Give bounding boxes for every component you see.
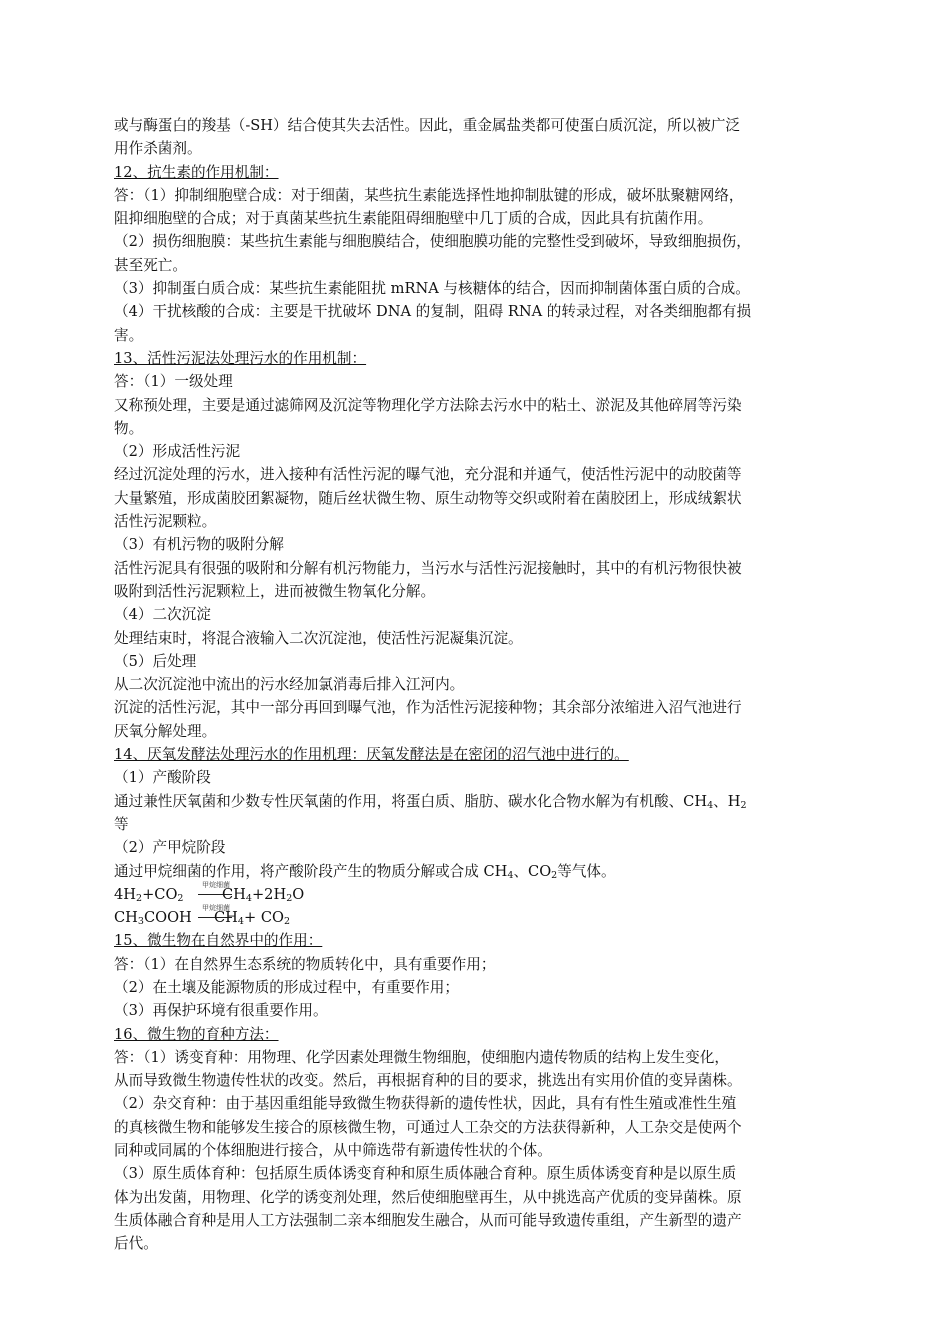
subscript: 3	[137, 916, 144, 928]
text-line: 活性污泥具有很强的吸附和分解有机污物能力，当污水与活性污泥接触时，其中的有机污物很快被	[114, 559, 742, 577]
equation-lhs	[114, 883, 183, 906]
text-line: 经过沉淀处理的污水，进入接种有活性污泥的曝气池，充分混和并通气，使活性污泥中的动胶菌等	[114, 466, 742, 484]
text-line: （2）损伤细胞膜：某些抗生素能与细胞膜结合，使细胞膜功能的完整性受到破坏，导致细胞损伤，	[114, 233, 751, 251]
subscript: 2	[551, 869, 558, 881]
subscript: 4	[237, 916, 244, 928]
subscript: 2	[283, 916, 290, 928]
section-heading-12	[114, 161, 844, 184]
text-line: 从而导致微生物遗传性状的改变。然后，再根据育种的目的要求，挑选出有实用价值的变异菌株。	[114, 1072, 742, 1090]
chemical-equation-1	[114, 880, 844, 906]
text-line	[114, 790, 844, 813]
text-line: （3）有机污物的吸附分解	[114, 536, 284, 554]
text-line: 吸附到活性污泥颗粒上，进而被微生物氧化分解。	[114, 582, 436, 600]
text-line: 大量繁殖，形成菌胶团絮凝物，随后丝状微生物、原生动物等交织或附着在菌胶团上，形成绒絮状	[114, 489, 742, 507]
text-run: CH	[214, 909, 238, 927]
text-line: 答：（1）一级处理	[114, 373, 233, 391]
text-line: （5）后处理	[114, 652, 197, 670]
text-line: 甚至死亡。	[114, 256, 187, 274]
text-line: 同种或同属的个体细胞进行接合，从中筛选带有新遗传性状的个体。	[114, 1142, 552, 1160]
text-line: 或与酶蛋白的羧基（-SH）结合使其失去活性。因此，重金属盐类都可使蛋白质沉淀，所以被广泛	[114, 117, 741, 134]
text-line: 沉淀的活性污泥，其中一部分再回到曝气池，作为活性污泥接种物；其余部分浓缩进入沼气池进行	[114, 699, 742, 717]
subscript: 2	[177, 892, 184, 904]
text-run: 等气体。	[557, 862, 616, 880]
text-run: 通过兼性厌氧菌和少数专性厌氧菌的作用，将蛋白质、脂肪、碳水化合物水解为有机酸、CH	[114, 792, 708, 810]
subscript: 2	[740, 799, 747, 811]
text-line: 答：（1）在自然界生态系统的物质转化中，具有重要作用；	[114, 955, 496, 973]
text-line: （2）形成活性污泥	[114, 443, 241, 461]
subscript: 4	[507, 869, 514, 881]
text-line: 后代。	[114, 1235, 158, 1253]
heading-text: 14、厌氧发酵法处理污水的作用机理：厌氧发酵法是在密闭的沼气池中进行的。	[114, 746, 629, 764]
text-line: （4）干扰核酸的合成：主要是干扰破坏 DNA 的复制，阻碍 RNA 的转录过程，对各类细胞都有损	[114, 303, 752, 321]
text-run: O	[292, 885, 305, 903]
subscript: 4	[245, 892, 252, 904]
reaction-condition: 甲烷细菌	[202, 880, 230, 889]
text-line: 又称预处理，主要是通过滤筛网及沉淀等物理化学方法除去污水中的粘土、淤泥及其他碎屑等污染	[114, 396, 742, 414]
text-line: 从二次沉淀池中流出的污水经加氯消毒后排入江河内。	[114, 676, 465, 694]
text-line: （2）产甲烷阶段	[114, 839, 226, 857]
text-line: （3）抑制蛋白质合成：某些抗生素能阻扰 mRNA 与核糖体的结合，因而抑制菌体蛋白质的合成。	[114, 280, 750, 298]
text-line: 活性污泥颗粒。	[114, 513, 217, 531]
text-line: （2）在土壤及能源物质的形成过程中，有重要作用；	[114, 978, 459, 996]
text-line: （1）产酸阶段	[114, 769, 211, 787]
text-run: 、CO	[513, 862, 552, 880]
text-line: 阻抑细胞壁的合成；对于真菌某些抗生素能阻碍细胞壁中几丁质的合成，因此具有抗菌作用。	[114, 210, 713, 228]
text-line: 用作杀菌剂。	[114, 140, 202, 158]
section-heading-15	[114, 929, 844, 952]
text-line: 等	[114, 815, 129, 833]
text-run: 通过甲烷细菌的作用，将产酸阶段产生的物质分解或合成 CH	[114, 862, 508, 880]
text-line: 的真核微生物和能够发生接合的原核微生物，可通过人工杂交的方法获得新种，人工杂交是使两个	[114, 1118, 742, 1136]
heading-text: 16、微生物的育种方法：	[114, 1025, 279, 1043]
section-heading-13	[114, 347, 844, 370]
document-page	[114, 114, 844, 1256]
text-line: 答：（1）抑制细胞壁合成：对于细菌，某些抗生素能选择性地抑制肽键的形成，破坏肽聚糖网络，	[114, 186, 744, 204]
subscript: 2	[286, 892, 293, 904]
text-run: COOH	[143, 909, 192, 927]
equation-rhs	[214, 906, 290, 929]
heading-text: 15、微生物在自然界中的作用：	[114, 932, 323, 950]
text-line: 害。	[114, 326, 144, 344]
text-line: （3）再保护环境有很重要作用。	[114, 1002, 328, 1020]
text-line: 物。	[114, 419, 144, 437]
text-run: CH	[222, 885, 246, 903]
text-line: （2）杂交育种：由于基因重组能导致微生物获得新的遗传性状，因此，具有有性生殖或准性生殖	[114, 1095, 737, 1113]
text-line: （4）二次沉淀	[114, 606, 211, 624]
chemical-equation-2	[114, 906, 844, 929]
heading-text: 13、活性污泥法处理污水的作用机制：	[114, 349, 367, 367]
text-run: + CO	[243, 909, 284, 927]
text-line: 处理结束时，将混合液输入二次沉淀池，使活性污泥凝集沉淀。	[114, 629, 523, 647]
subscript: 4	[707, 799, 714, 811]
reaction-condition: 甲烷细菌	[202, 904, 230, 913]
text-line: （3）原生质体育种：包括原生质体诱变育种和原生质体融合育种。原生质体诱变育种是以原生质	[114, 1165, 737, 1183]
text-line: 体为出发菌，用物理、化学的诱变剂处理，然后使细胞壁再生，从中挑选高产优质的变异菌株。原	[114, 1188, 742, 1206]
subscript: 2	[136, 892, 143, 904]
text-line: 生质体融合育种是用人工方法强制二亲本细胞发生融合，从而可能导致遗传重组，产生新型的遗产	[114, 1211, 742, 1229]
text-run: +CO	[142, 885, 178, 903]
text-run: 4H	[114, 885, 137, 903]
text-run: 、H	[713, 792, 741, 810]
text-line	[114, 860, 844, 883]
section-heading-16	[114, 1023, 844, 1046]
heading-text: 12、抗生素的作用机制：	[114, 163, 279, 181]
text-line: 厌氧分解处理。	[114, 722, 217, 740]
equation-rhs	[222, 883, 304, 906]
text-line: 答：（1）诱变育种：用物理、化学因素处理微生物细胞，使细胞内遗传物质的结构上发生变化，	[114, 1048, 729, 1066]
section-heading-14	[114, 743, 844, 766]
equation-lhs	[114, 906, 192, 929]
text-run: +2H	[251, 885, 287, 903]
text-run: CH	[114, 909, 138, 927]
